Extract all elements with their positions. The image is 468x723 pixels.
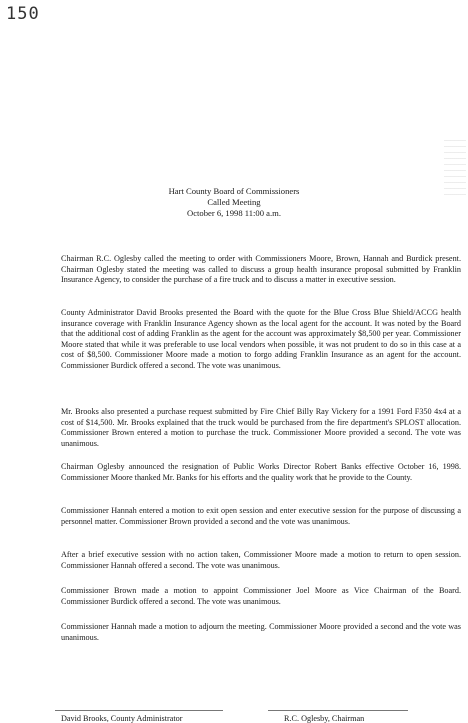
paragraph-resignation: Chairman Oglesby announced the resignation of Public Works Director Robert Banks effective October 16, 1998. Commissioner Moore thanked Mr. Banks for his efforts and the quality work that he provide to the County. [61,462,461,482]
header-meeting-type: Called Meeting [207,197,261,207]
header-board-name: Hart County Board of Commissioners [168,186,300,196]
paragraph-executive-session: Commissioner Hannah entered a motion to exit open session and enter executive session for the purpose of discussing a personnel matter. Commissioner Brown provided a second and the vote was unanimous. [61,506,461,526]
header-date-time: October 6, 1998 11:00 a.m. [187,208,281,218]
paragraph-adjourn: Commissioner Hannah made a motion to adjourn the meeting. Commissioner Moore provided a second and the vote was unanimous. [61,622,461,642]
page-number: 150 [6,4,40,24]
paragraph-health-insurance: County Administrator David Brooks presented the Board with the quote for the Blue Cross Blue Shield/ACCG health insurance coverage with Franklin Insurance Agency shown as the local agent for the account. It was noted by the Board that the additional cost of adding Franklin as the agent for the account was approximately $8,500 per year. Commissioner Moore stated that while it was preferable to use local vendors when possible, it was not prudent to do so in this case at a cost of $8,500. Commissioner Moore made a motion to forgo adding Franklin Insurance as an agent for the account. Commissioner Burdick offered a second. The vote was unanimous. [61,308,461,370]
paragraph-fire-truck: Mr. Brooks also presented a purchase request submitted by Fire Chief Billy Ray Vickery for a 1991 Ford F350 4x4 at a cost of $14,500. Mr. Brooks explained that the truck would be purchased from the fire department's SPLOST allocation. Commissioner Brown entered a motion to purchase the truck. Commissioner Moore provided a second. The vote was unanimous. [61,407,461,448]
paragraph-call-to-order: Chairman R.C. Oglesby called the meeting to order with Commissioners Moore, Brown, Hannah and Burdick present. Chairman Oglesby stated the meeting was called to discuss a group health insurance proposal submitted by Franklin Insurance Agency, to consider the purchase of a fire truck and to discuss a matter in executive session. [61,254,461,285]
signature-administrator: David Brooks, County Administrator [61,714,183,723]
document-header [0,186,468,219]
signature-line-right [268,710,408,711]
paragraph-return-open-session: After a brief executive session with no action taken, Commissioner Moore made a motion to return to open session. Commissioner Hannah offered a second. The vote was unanimous. [61,550,461,570]
signature-line-left [55,710,223,711]
paragraph-vice-chairman: Commissioner Brown made a motion to appoint Commissioner Joel Moore as Vice Chairman of the Board. Commissioner Burdick offered a second. The vote was unanimous. [61,586,461,606]
signature-chairman: R.C. Oglesby, Chairman [284,714,365,723]
